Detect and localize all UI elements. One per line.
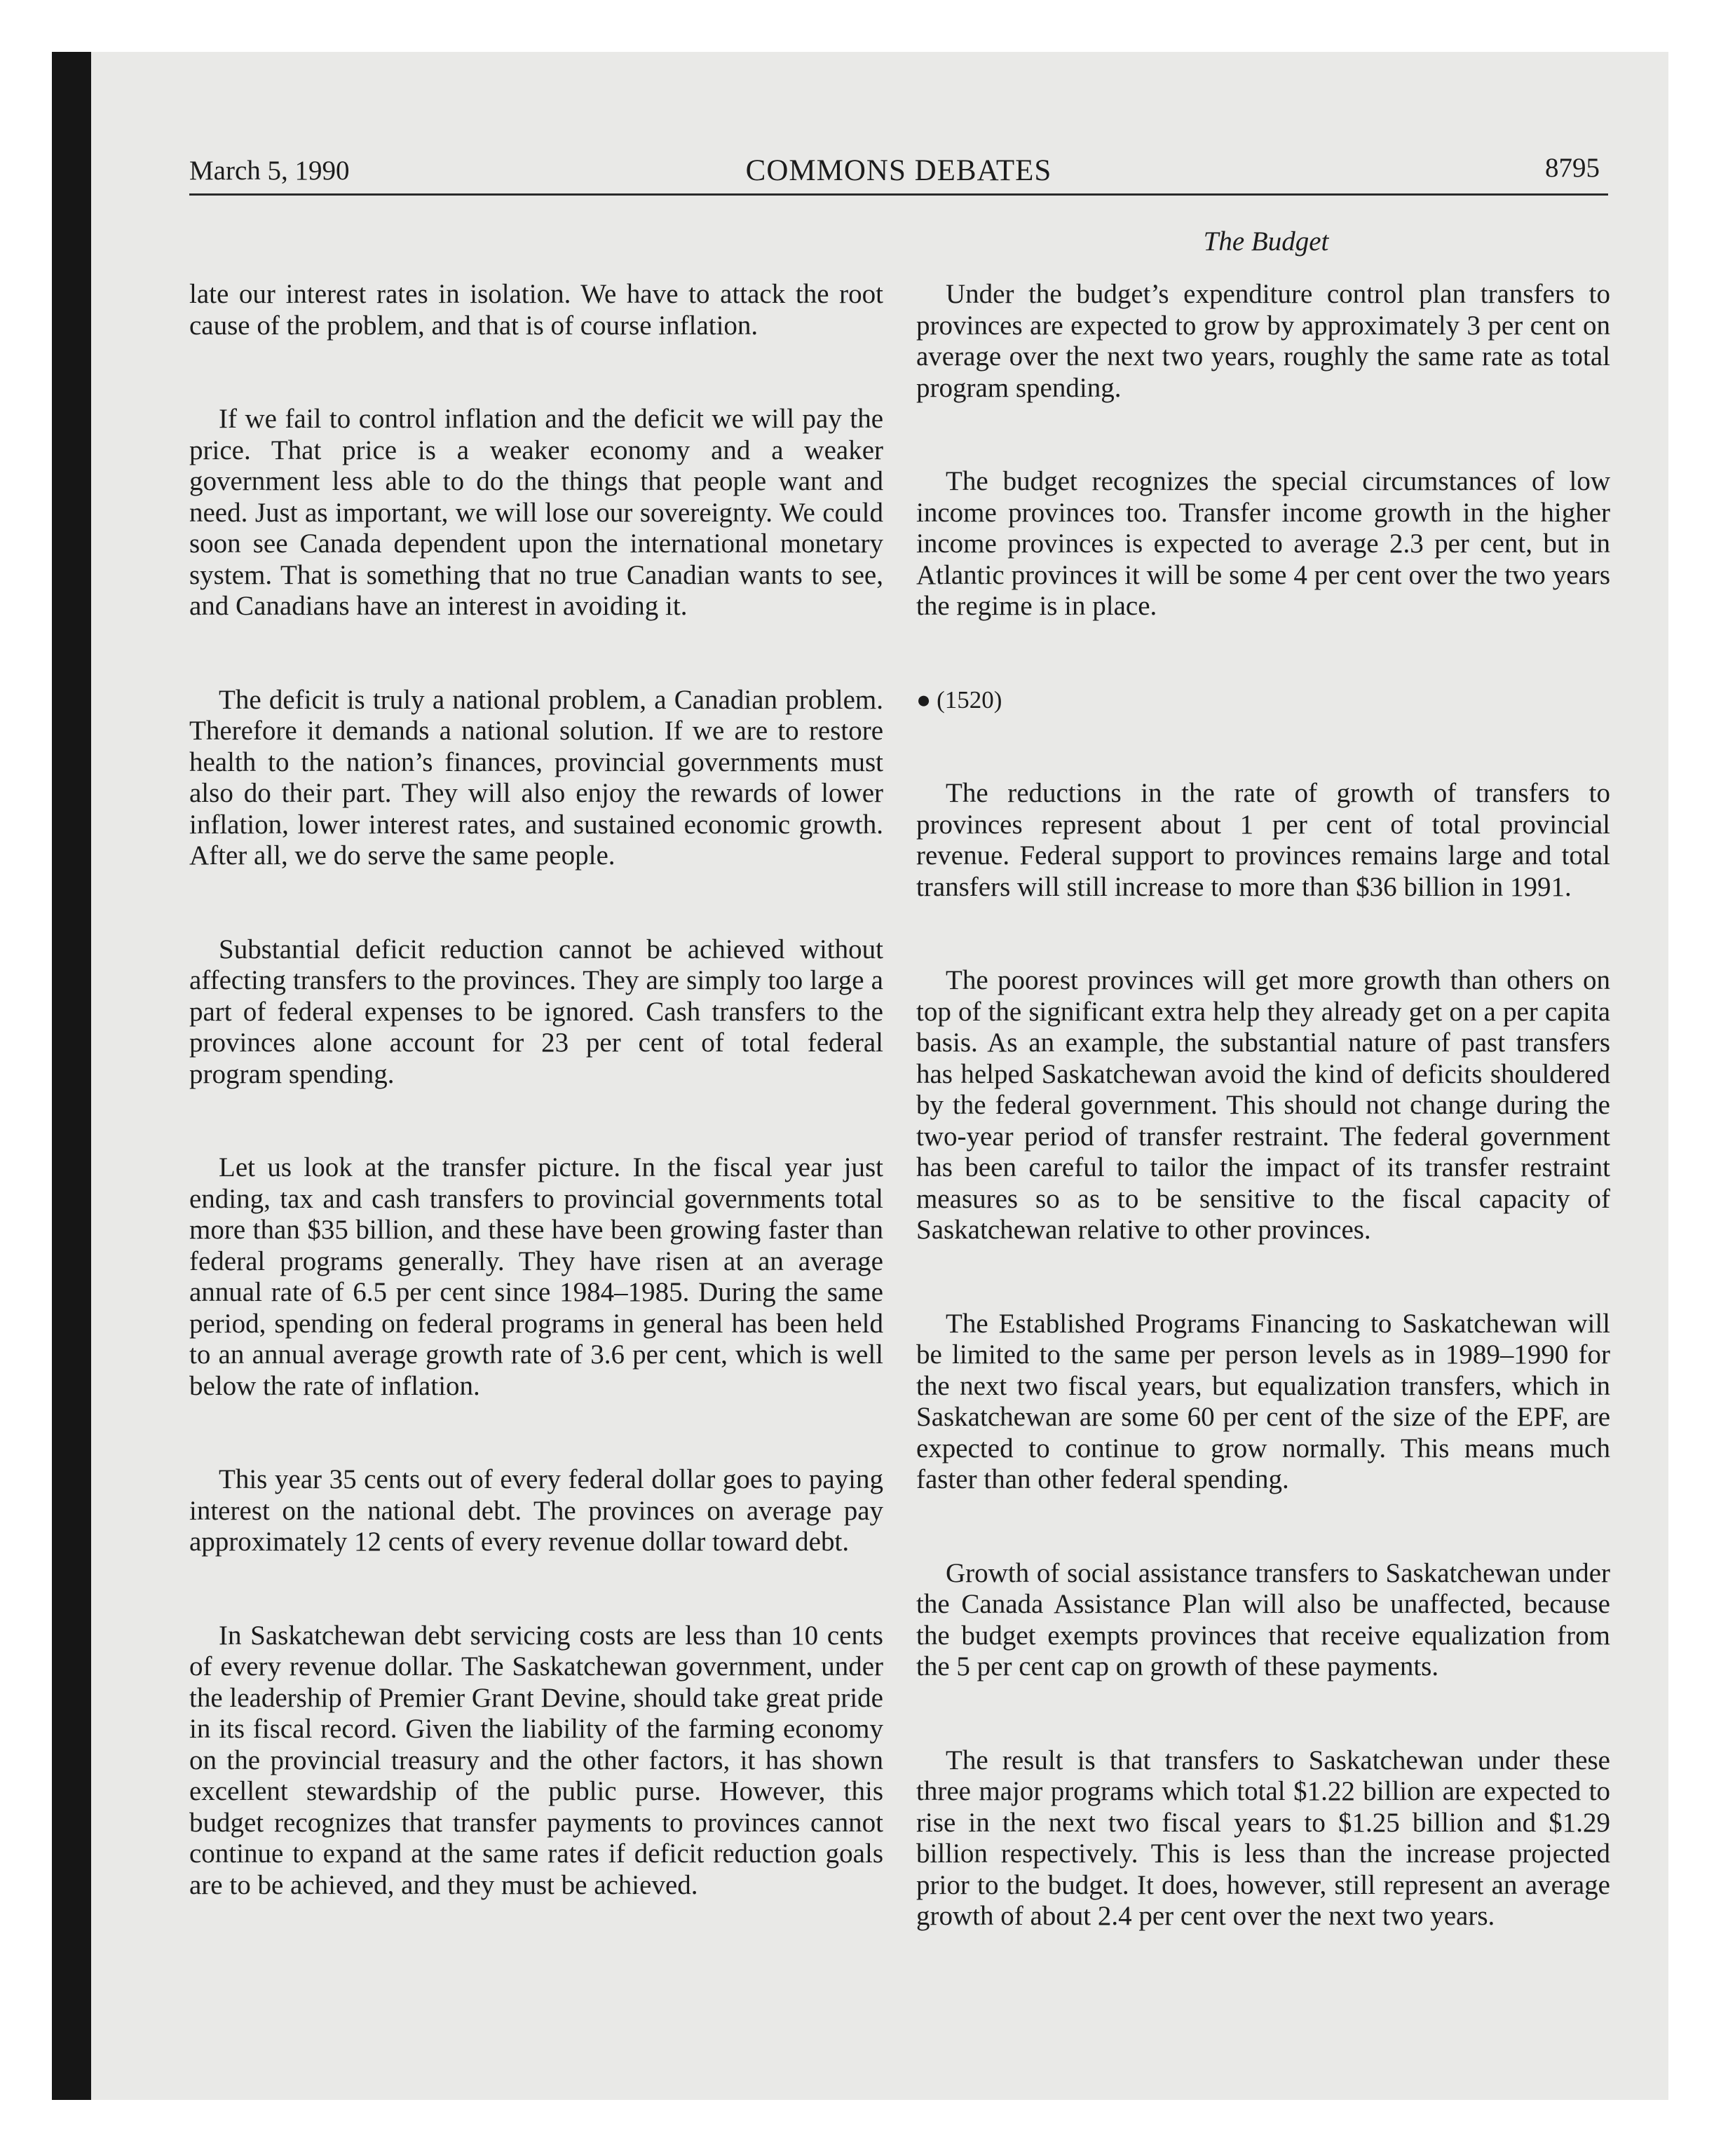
paragraph: The budget recognizes the special circumstances of low income provinces too. Transfer income growth in the higher income provinces is expected to average 2.3 per cent, but in Atlantic provinces it will be some 4 per cent over the two years the regime is in place.: [916, 466, 1610, 621]
header-page-number: 8795: [1545, 153, 1600, 183]
paragraph: Let us look at the transfer picture. In the fiscal year just ending, tax and cash transfers to provincial governments total more than $35 billion, and these have been growing faster than federal programs generally. They have risen at an average annual rate of 6.5 per cent since 1984–1985. During the same period, spending on federal programs in general has been held to an annual average growth rate of 3.6 per cent, which is well below the rate of inflation.: [189, 1152, 883, 1401]
header-title: COMMONS DEBATES: [745, 154, 1052, 187]
paragraph: In Saskatchewan debt servicing costs are less than 10 cents of every revenue dollar. The Saskatchewan government, under the leadership of Premier Grant Devine, should take great pride in its fiscal record. Given the liability of the farming economy on the provincial treasury and the other factors, it has shown excellent stewardship of the public purse. However, this budget recognizes that transfer payments to provinces cannot continue to expand at the same rates if deficit reduction goals are to be achieved, and they must be achieved.: [189, 1620, 883, 1900]
header-date: March 5, 1990: [189, 156, 350, 186]
scan-edge: [52, 52, 91, 2100]
paragraph: Under the budget’s expenditure control plan transfers to provinces are expected to grow by approximately 3 per cent on average over the next two years, roughly the same rate as total program spending.: [916, 279, 1610, 403]
bullet-icon: ●: [916, 685, 932, 714]
section-title: The Budget: [1203, 226, 1329, 257]
paragraph: If we fail to control inflation and the deficit we will pay the price. That price is a weaker economy and a weaker government less able to do the things that people want and need. Just as important, we will lose our sovereignty. We could soon see Canada dependent upon the international monetary system. That is something that no true Canadian wants to see, and Canadians have an interest in avoiding it.: [189, 404, 883, 621]
paragraph: The poorest provinces will get more growth than others on top of the significant extra help they already get on a per capita basis. As an example, the substantial nature of past transfers has helped Saskatchewan avoid the kind of deficits shouldered by the federal government. This should not change during the two-year period of transfer restraint. The federal government has been careful to tailor the impact of its transfer restraint measures so as to be sensitive to the fiscal capacity of Saskatchewan relative to other provinces.: [916, 965, 1610, 1245]
right-column: [916, 279, 1610, 1995]
left-column: [189, 279, 883, 1963]
paragraph: This year 35 cents out of every federal dollar goes to paying interest on the national debt. The provinces on average pay approximately 12 cents of every revenue dollar toward debt.: [189, 1464, 883, 1557]
page-header: [189, 146, 1608, 196]
paragraph: Substantial deficit reduction cannot be achieved without affecting transfers to the provinces. They are simply too large a part of federal expenses to be ignored. Cash transfers to the provinces alone account for 23 per cent of total federal program spending.: [189, 934, 883, 1089]
paragraph: The result is that transfers to Saskatchewan under these three major programs which total $1.22 billion are expected to rise in the next two fiscal years to $1.25 billion and $1.29 billion respectively. This is less than the increase projected prior to the budget. It does, however, still represent an average growth of about 2.4 per cent over the next two years.: [916, 1745, 1610, 1931]
time-marker-text: (1520): [937, 685, 1002, 714]
paragraph: The deficit is truly a national problem, a Canadian problem. Therefore it demands a national solution. If we are to restore health to the nation’s finances, provincial governments must also do their part. They will also enjoy the rewards of lower inflation, lower interest rates, and sustained economic growth. After all, we do serve the same people.: [189, 684, 883, 871]
paragraph: Growth of social assistance transfers to Saskatchewan under the Canada Assistance Plan will also be unaffected, because the budget exempts provinces that receive equalization from the 5 per cent cap on growth of these payments.: [916, 1557, 1610, 1681]
paragraph: The Established Programs Financing to Saskatchewan will be limited to the same per person levels as in 1989–1990 for the next two fiscal years, but equalization transfers, which in Saskatchewan are some 60 per cent of the size of the EPF, are expected to continue to grow normally. This means much faster than other federal spending.: [916, 1308, 1610, 1494]
paragraph: The reductions in the rate of growth of transfers to provinces represent about 1 per cent of total provincial revenue. Federal support to provinces remains large and total transfers will still increase to more than $36 billion in 1991.: [916, 778, 1610, 902]
paragraph: late our interest rates in isolation. We have to attack the root cause of the problem, and that is of course inflation.: [189, 279, 883, 341]
time-marker: [916, 685, 1610, 716]
